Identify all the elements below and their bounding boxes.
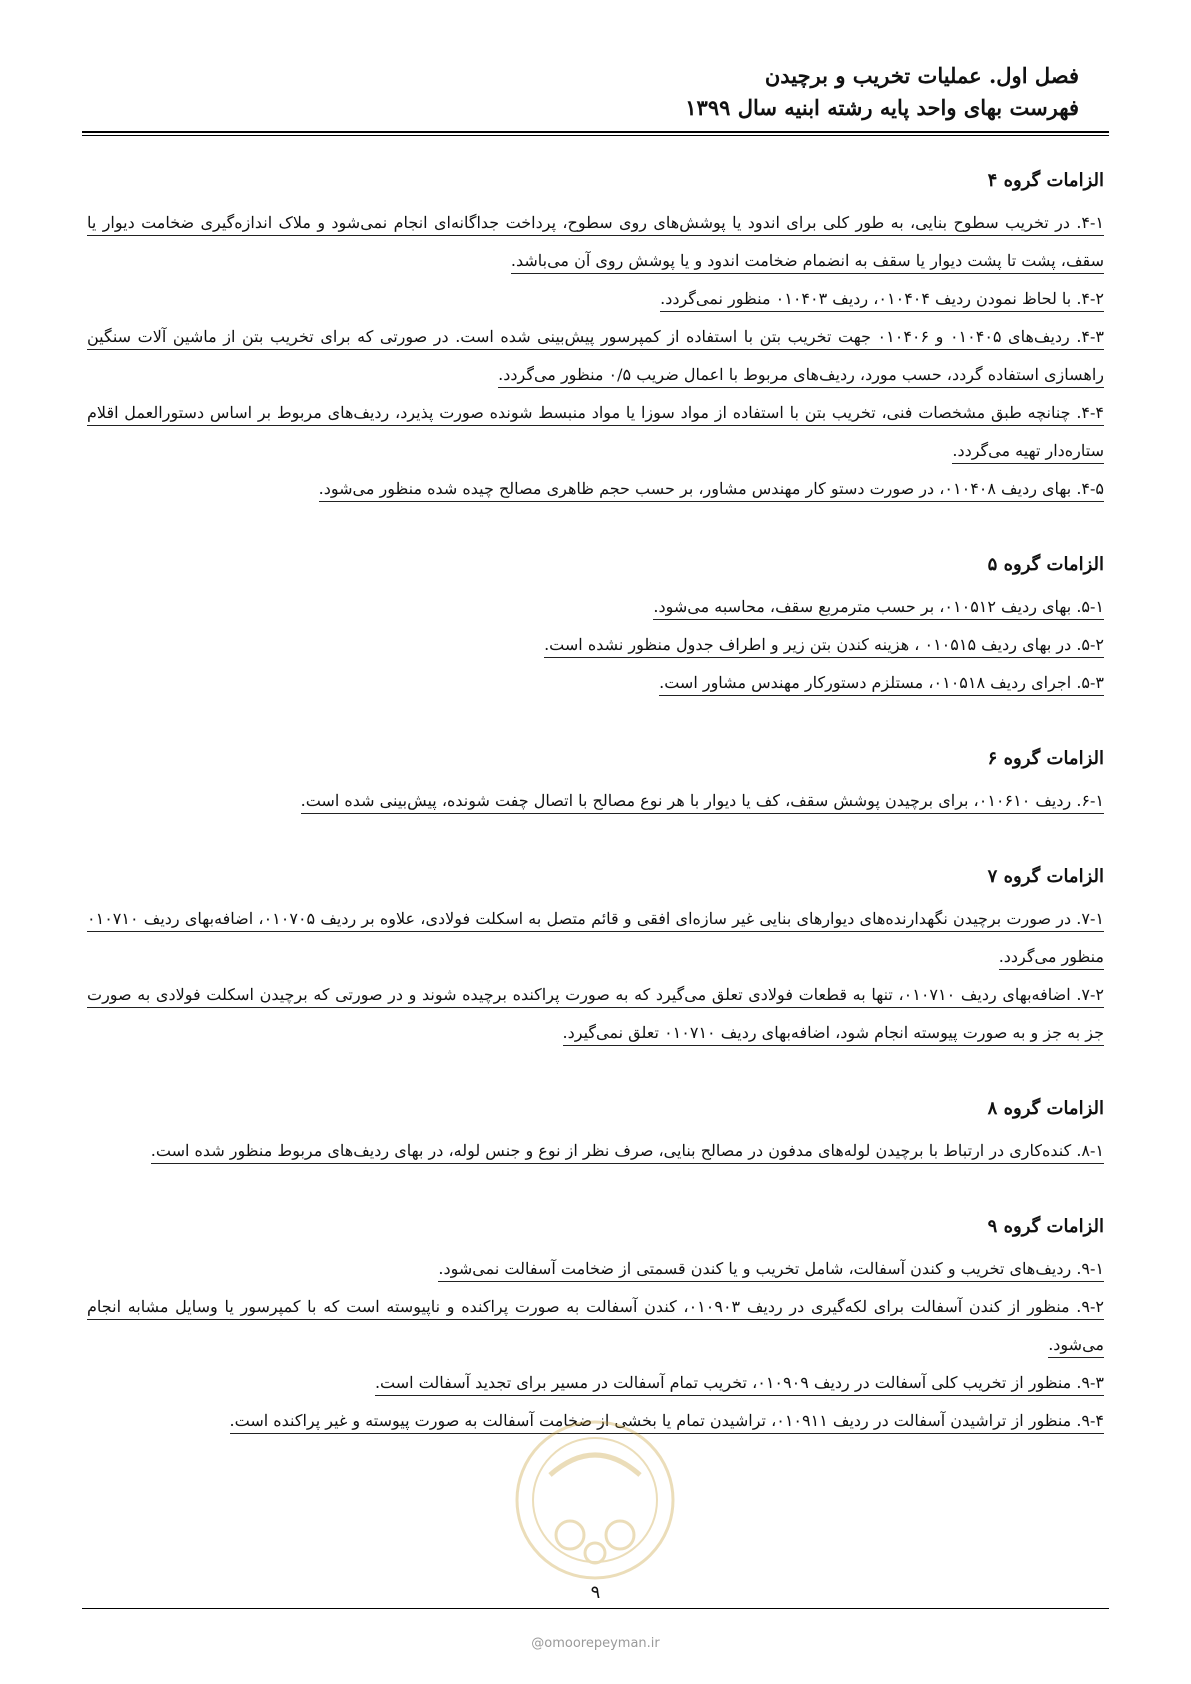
main-content <box>87 168 1104 1484</box>
clause-text: ۷-۱. در صورت برچیدن نگهدارنده‌های دیوارهای بنایی غیر سازه‌ای افقی و قائم متصل به اسکلت فولادی، علاوه بر ردیف ۰۱۰۷۰۵، اضافه‌بهای ردیف ۰۱۰۷۱۰ منظور می‌گردد. <box>87 909 1104 970</box>
clause-text: ۹-۳. منظور از تخریب کلی آسفالت در ردیف ۰۱۰۹۰۹، تخریب تمام آسفالت در مسیر برای تجدید آسفالت است. <box>375 1373 1104 1396</box>
clause-item <box>87 470 1104 508</box>
section-title: الزامات گروه ۷ <box>987 866 1104 887</box>
clause-item <box>87 394 1104 470</box>
section-group-8 <box>87 1096 1104 1170</box>
clause-item <box>87 626 1104 664</box>
section-group-7 <box>87 864 1104 1052</box>
header-rule-thin <box>82 135 1109 136</box>
section-title: الزامات گروه ۴ <box>987 170 1104 191</box>
section-title: الزامات گروه ۵ <box>987 554 1104 575</box>
footer-rule <box>82 1608 1109 1609</box>
clause-item <box>87 280 1104 318</box>
clause-text: ۹-۱. ردیف‌های تخریب و کندن آسفالت، شامل تخریب و یا کندن قسمتی از ضخامت آسفالت نمی‌شود. <box>438 1259 1104 1282</box>
clause-item <box>87 204 1104 280</box>
page-number: ۹ <box>590 1582 601 1603</box>
clause-item <box>87 664 1104 702</box>
section-group-6 <box>87 746 1104 820</box>
clause-text: ۹-۲. منظور از کندن آسفالت برای لکه‌گیری در ردیف ۰۱۰۹۰۳، کندن آسفالت به صورت پراکنده و ناپیوسته است که با کمپرسور یا وسایل مشابه انجام می‌شود. <box>87 1297 1104 1358</box>
clause-item <box>87 1132 1104 1170</box>
clause-text: ۴-۳. ردیف‌های ۰۱۰۴۰۵ و ۰۱۰۴۰۶ جهت تخریب بتن با استفاده از کمپرسور پیش‌بینی شده است. در صورتی که برای تخریب بتن از ماشین آلات سنگین راهسازی استفاده گردد، حسب مورد، ردیف‌های مربوط با اعمال ضریب ۰/۵ منظور می‌گردد. <box>87 327 1104 388</box>
clause-text: ۵-۳. اجرای ردیف ۰۱۰۵۱۸، مستلزم دستورکار مهندس مشاور است. <box>659 673 1104 696</box>
section-title: الزامات گروه ۹ <box>987 1216 1104 1237</box>
clause-text: ۴-۵. بهای ردیف ۰۱۰۴۰۸، در صورت دستو کار مهندس مشاور، بر حسب حجم ظاهری مصالح چیده شده منظور می‌شود. <box>319 479 1104 502</box>
clause-text: ۷-۲. اضافه‌بهای ردیف ۰۱۰۷۱۰، تنها به قطعات فولادی تعلق می‌گیرد که به صورت پراکنده برچیده شوند و در صورتی که برچیدن اسکلت فولادی به صورت جز به جز و به صورت پیوسته انجام شود، اضافه‌بهای ردیف ۰۱۰۷۱۰ تعلق نمی‌گیرد. <box>87 985 1104 1046</box>
document-title: فهرست بهای واحد پایه رشته ابنیه سال ۱۳۹۹ <box>685 95 1079 120</box>
clause-text: ۶-۱. ردیف ۰۱۰۶۱۰، برای برچیدن پوشش سقف، کف یا دیوار با هر نوع مصالح با اتصال چفت شونده، پیش‌بینی شده است. <box>301 791 1104 814</box>
section-group-4 <box>87 168 1104 508</box>
chapter-title: فصل اول. عملیات تخریب و برچیدن <box>764 63 1079 88</box>
clause-item <box>87 900 1104 976</box>
website-watermark: @omoorepeyman.ir <box>531 1636 660 1651</box>
section-group-5 <box>87 552 1104 702</box>
clause-item <box>87 1250 1104 1288</box>
clause-text: ۴-۴. چنانچه طبق مشخصات فنی، تخریب بتن با استفاده از مواد سوزا یا مواد منبسط شونده صورت پذیرد، ردیف‌های مربوط بر اساس دستورالعمل اقلام ستاره‌دار تهیه می‌گردد. <box>87 403 1104 464</box>
clause-text: ۵-۲. در بهای ردیف ۰۱۰۵۱۵ ، هزینه کندن بتن زیر و اطراف جدول منظور نشده است. <box>544 635 1104 658</box>
clause-item <box>87 588 1104 626</box>
section-title: الزامات گروه ۸ <box>987 1098 1104 1119</box>
clause-text: ۹-۴. منظور از تراشیدن آسفالت در ردیف ۰۱۰۹۱۱، تراشیدن تمام یا بخشی از ضخامت آسفالت به صورت پیوسته و غیر پراکنده است. <box>230 1411 1104 1434</box>
page-header <box>685 60 1079 124</box>
clause-item <box>87 1364 1104 1402</box>
clause-item <box>87 782 1104 820</box>
clause-text: ۴-۱. در تخریب سطوح بنایی، به طور کلی برای اندود یا پوشش‌های روی سطوح، پرداخت جداگانه‌ای انجام نمی‌شود و ملاک اندازه‌گیری ضخامت دیوار یا سقف، پشت تا پشت دیوار یا سقف به انضمام ضخامت اندود و یا پوشش روی آن می‌باشد. <box>87 213 1104 274</box>
clause-item <box>87 976 1104 1052</box>
clause-item <box>87 318 1104 394</box>
watermark-seal-icon <box>510 1405 680 1595</box>
clause-text: ۵-۱. بهای ردیف ۰۱۰۵۱۲، بر حسب مترمربع سقف، محاسبه می‌شود. <box>653 597 1104 620</box>
header-rule-thick <box>82 131 1109 133</box>
clause-item <box>87 1288 1104 1364</box>
clause-text: ۴-۲. با لحاظ نمودن ردیف ۰۱۰۴۰۴، ردیف ۰۱۰۴۰۳ منظور نمی‌گردد. <box>660 289 1104 312</box>
clause-text: ۸-۱. کنده‌کاری در ارتباط با برچیدن لوله‌های مدفون در مصالح بنایی، صرف نظر از نوع و جنس لوله، در بهای ردیف‌های مربوط منظور شده است. <box>151 1141 1104 1164</box>
section-title: الزامات گروه ۶ <box>987 748 1104 769</box>
